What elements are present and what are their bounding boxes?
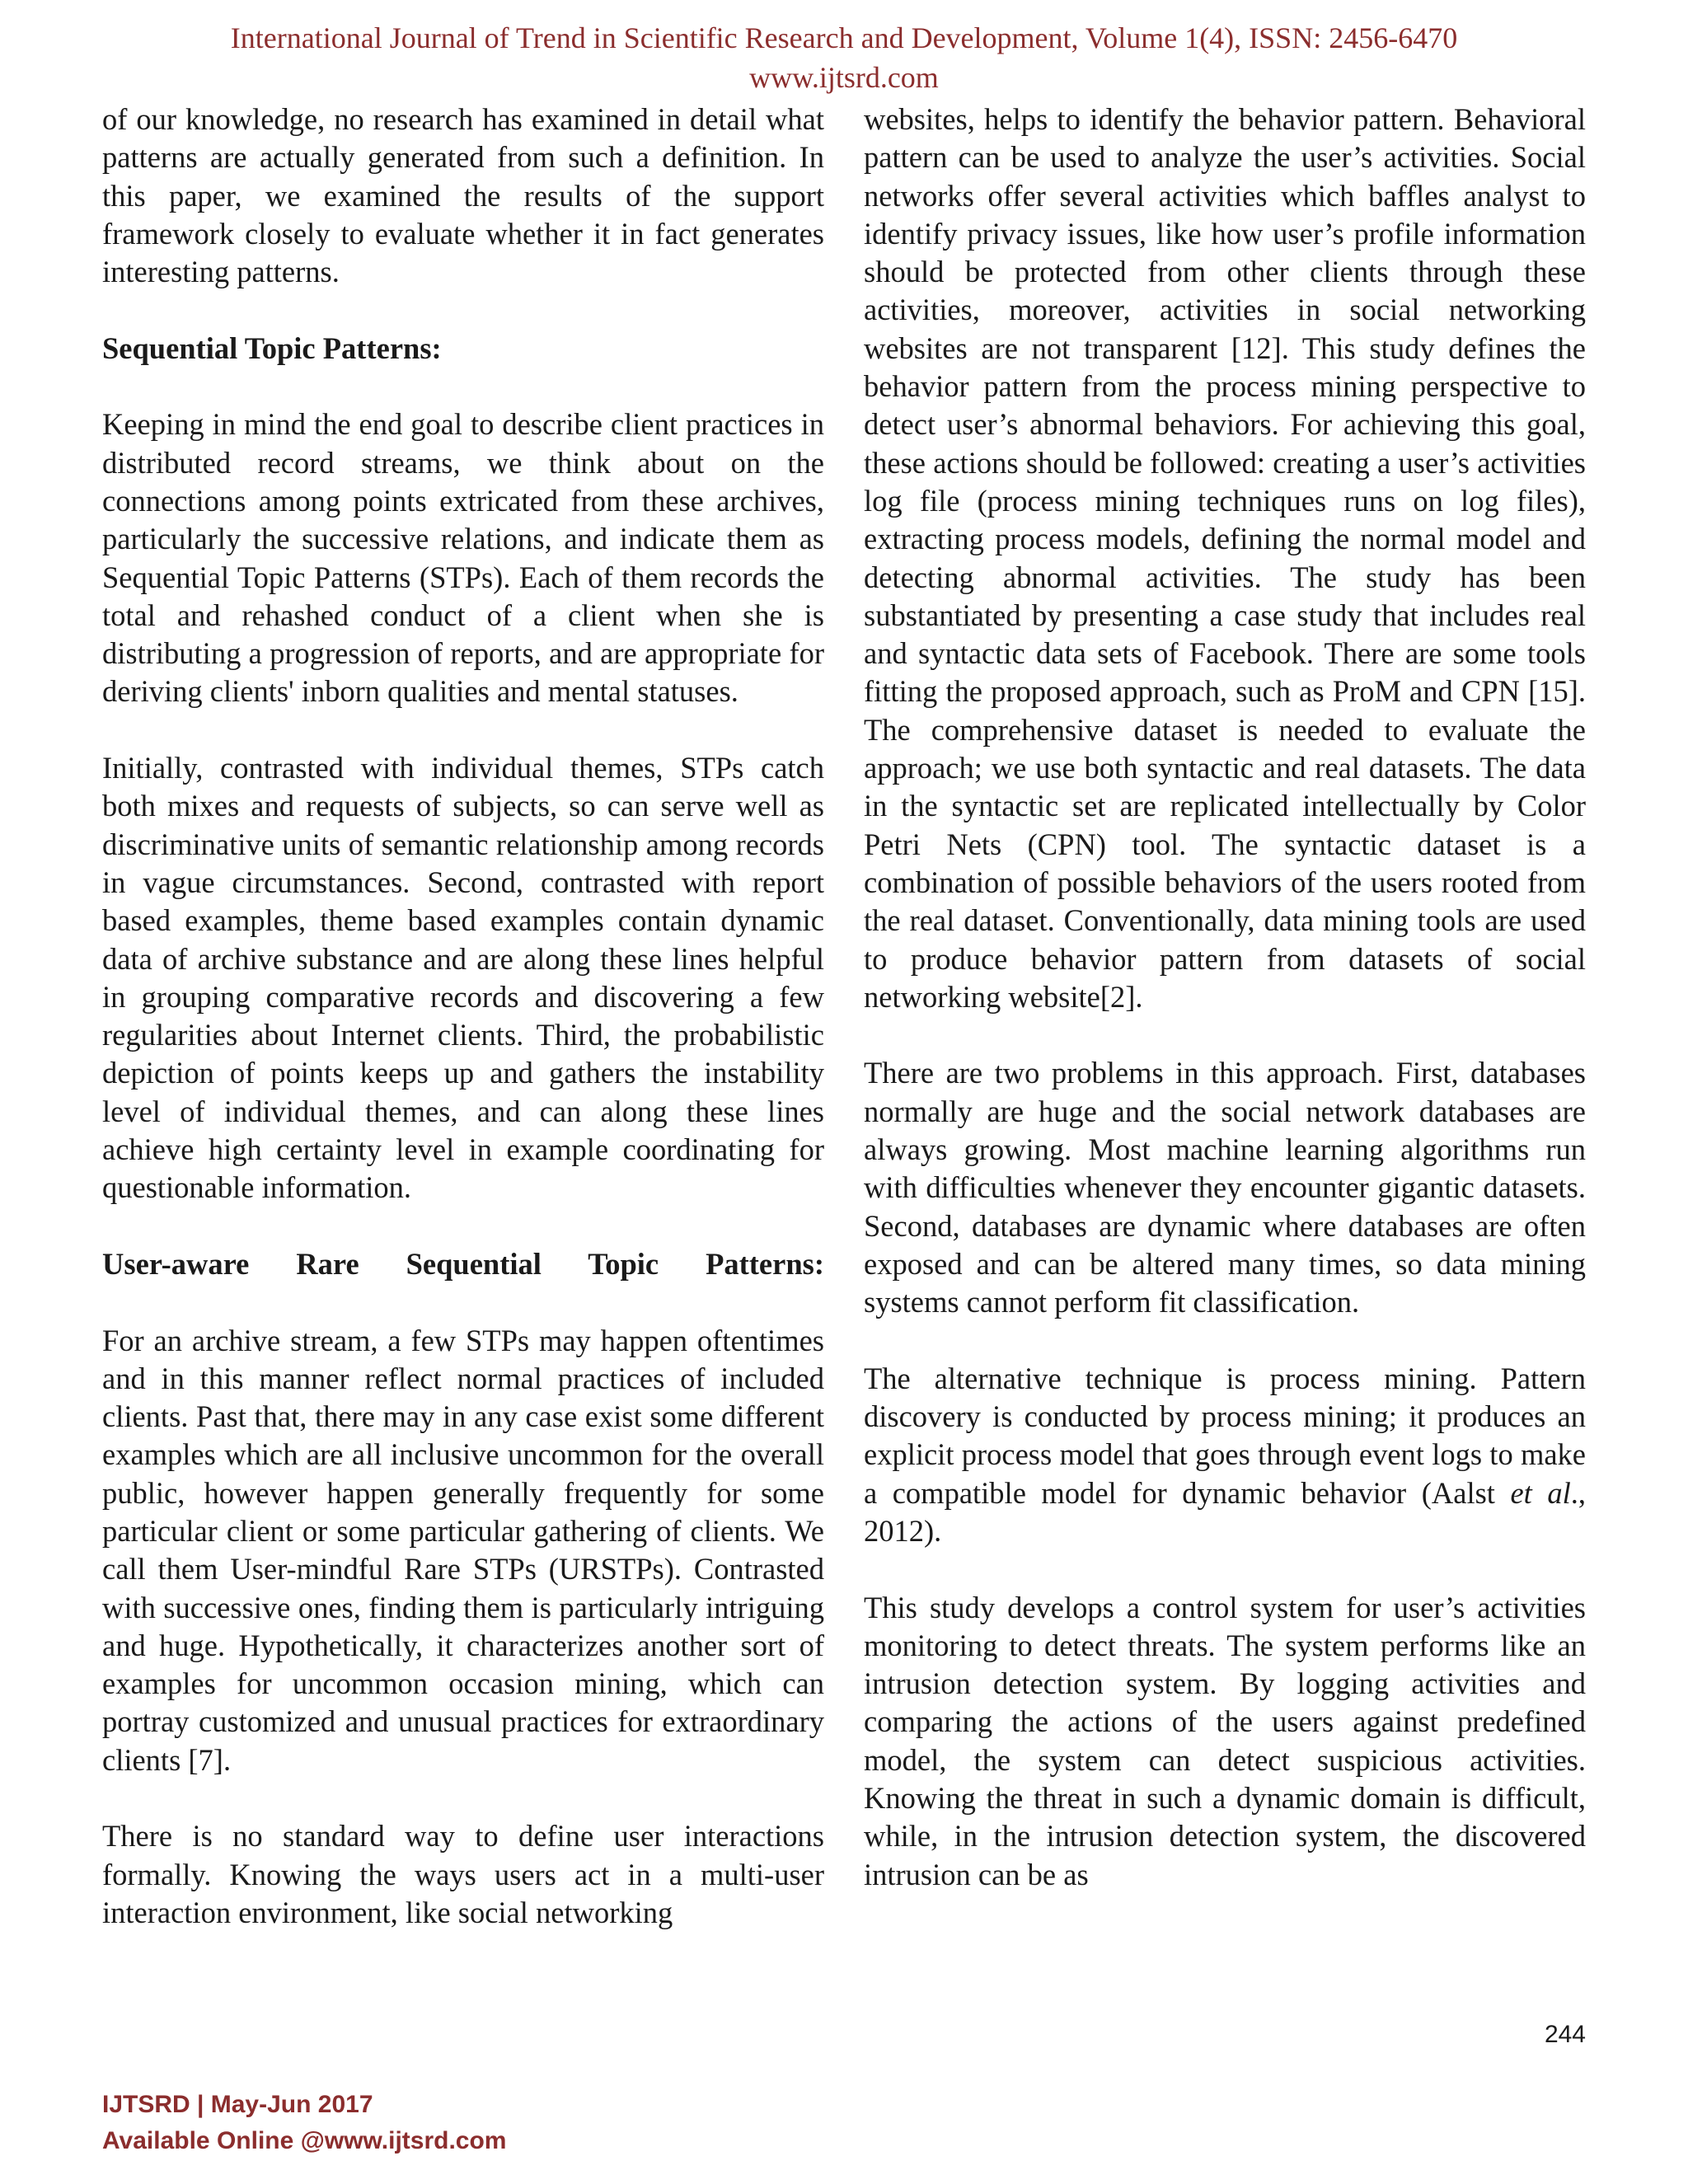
section-heading-user-aware-rare-stp: User-aware Rare Sequential Topic Patterns: [102,1246,824,1281]
paragraph: websites, helps to identify the behavior pattern. Behavioral pattern can be used to analyze the user’s activities. Social networks offer several activities which baffles analyst to identify privacy issues, like how user’s profile information should be protected from other clients through these activities, moreover, activities in social networking websites are not transparent [12]. This study defines the behavior pattern from the process mining perspective to detect user’s abnormal behaviors. For achieving this goal, these actions should be followed: creating a user’s activities log file (process mining techniques runs on log files), extracting process models, defining the normal model and detecting abnormal activities. The study has been substantiated by presenting a case study that includes real and syntactic data sets of Facebook. There are some tools fitting the proposed approach, such as ProM and CPN [15]. The comprehensive dataset is needed to evaluate the approach; we use both syntactic and real datasets. The data in the syntactic set are replicated intellectually by Color Petri Nets (CPN) tool. The syntactic dataset is a combination of possible behaviors of the users rooted from the real dataset. Conventionally, data mining tools are used to produce behavior pattern from datasets of social networking website[2]. [864,102,1586,1014]
text-run: ., 2012). [864,1475,1586,1548]
journal-title-line: International Journal of Trend in Scientific Research and Development, Volume 1(4), ISSN: 2456-6470 [230,21,1458,54]
left-column [102,101,824,1971]
paragraph: There is no standard way to define user interactions formally. Knowing the ways users act in a multi-user interaction environment, like social networking [102,1819,824,1929]
right-column [864,101,1586,1932]
paragraph: For an archive stream, a few STPs may happen oftentimes and in this manner reflect normal practices of included clients. Past that, there may in any case exist some different examples which are all inclusive uncommon for the overall public, however happen generally frequently for some particular client or some particular gathering of clients. We call them User-mindful Rare STPs (URSTPs). Contrasted with successive ones, finding them is particularly intriguing and huge. Hypothetically, it characterizes another sort of examples for uncommon occasion mining, which can portray customized and unusual practices for extraordinary clients [7]. [102,1323,824,1777]
paragraph: This study develops a control system for user’s activities monitoring to detect threats. The system performs like an intrusion detection system. By logging activities and comparing the actions of the users against predefined model, the system can detect suspicious activities. Knowing the threat in such a dynamic domain is difficult, while, in the intrusion detection system, the discovered intrusion can be as [864,1590,1586,1891]
paragraph: Initially, contrasted with individual themes, STPs catch both mixes and requests of subjects, so can serve well as discriminative units of semantic relationship among records in vague circumstances. Second, contrasted with report based examples, theme based examples contain dynamic data of archive substance and are along these lines helpful in grouping comparative records and discovering a few regularities about Internet clients. Third, the probabilistic depiction of points keeps up and gathers the instability level of individual themes, and can along these lines achieve high certainty level in example coordinating for questionable information. [102,751,824,1205]
paragraph: of our knowledge, no research has examined in detail what patterns are actually generated from such a definition. In this paper, we examined the results of the support framework closely to evaluate whether it in fact generates interesting patterns. [102,102,824,289]
running-header [0,18,1688,97]
section-heading-sequential-topic-patterns: Sequential Topic Patterns: [102,330,442,365]
paragraph: There are two problems in this approach. First, databases normally are huge and the social network databases are always growing. Most machine learning algorithms run with difficulties whenever they encounter gigantic datasets. Second, databases are dynamic where databases are often exposed and can be altered many times, so data mining systems cannot perform fit classification. [864,1056,1586,1319]
footer-issue: IJTSRD | May-Jun 2017 [102,2091,373,2118]
italic-citation: et al [1510,1475,1571,1510]
journal-website: www.ijtsrd.com [749,61,939,94]
paragraph: Keeping in mind the end goal to describe client practices in distributed record streams, we think about on the connections among points extricated from these archives, particularly the successive relations, and indicate them as Sequential Topic Patterns (STPs). Each of them records the total and rehashed conduct of a client when she is distributing a progression of reports, and are appropriate for deriving clients' inborn qualities and mental statuses. [102,407,824,709]
text-run: The alternative technique is process mining. Pattern discovery is conducted by process mining; it produces an explicit process model that goes through event logs to make a compatible model for dynamic behavior (Aalst [864,1361,1586,1510]
paragraph [864,1360,1586,1550]
page-footer [102,2087,506,2159]
footer-availability: Available Online @www.ijtsrd.com [102,2127,507,2154]
page-number: 244 [1544,2021,1586,2048]
